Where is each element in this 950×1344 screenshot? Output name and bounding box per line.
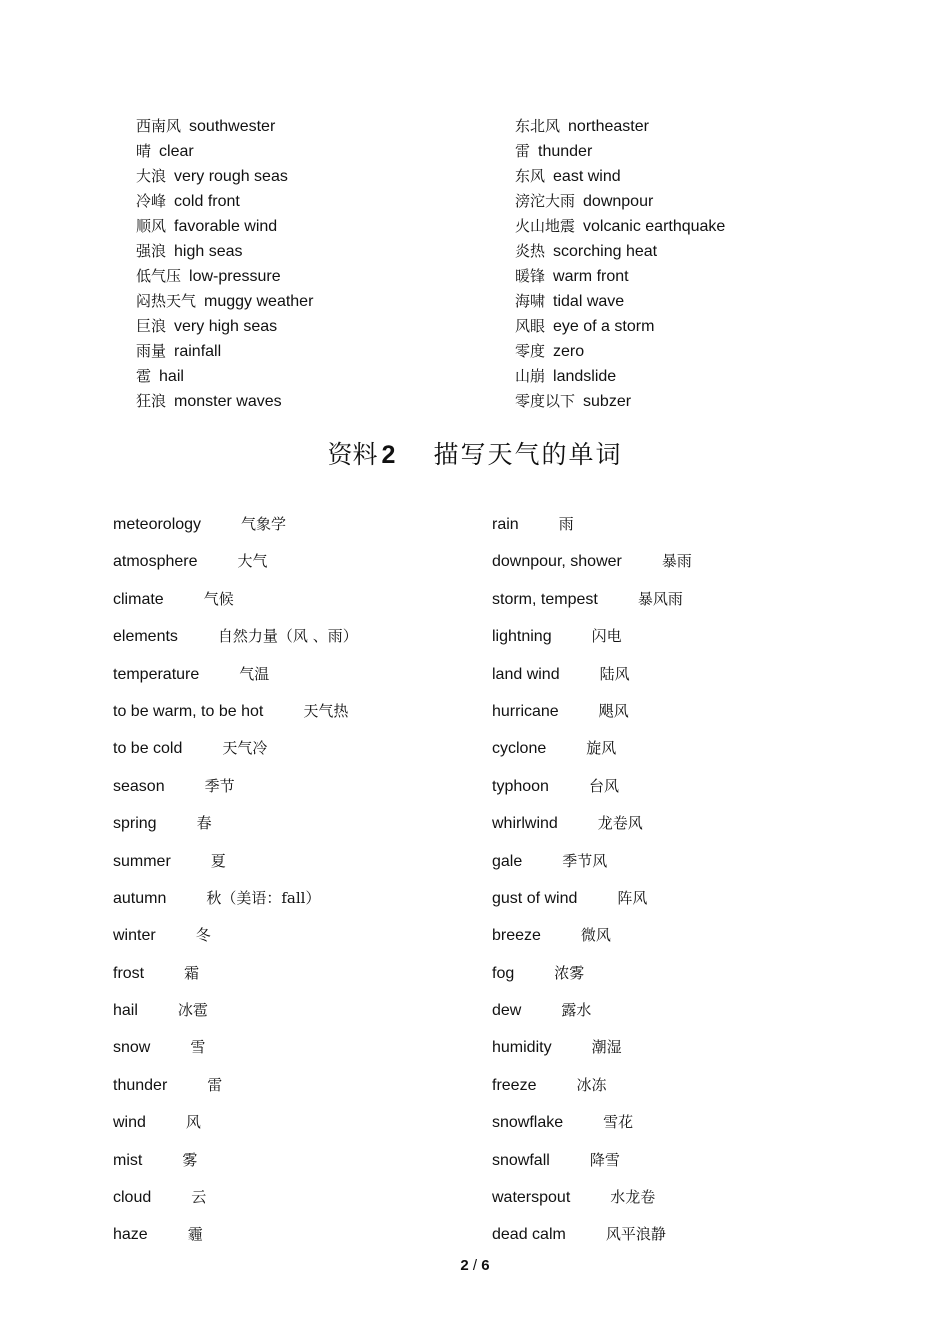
term-chinese: 零度 (515, 342, 546, 360)
vocab-chinese: 冰雹 (177, 1001, 208, 1020)
vocab-chinese: 霜 (184, 963, 200, 982)
vocab-english: atmosphere (113, 553, 198, 571)
vocab-item (492, 1179, 692, 1216)
term-item (515, 339, 725, 364)
term-english: northeaster (568, 118, 649, 135)
vocab-chinese: 暴风雨 (637, 589, 683, 608)
vocab-item (492, 543, 692, 580)
term-item (136, 239, 313, 264)
term-english: monster waves (174, 393, 282, 410)
vocab-item (113, 1142, 358, 1179)
term-english: thunder (538, 143, 593, 160)
vocab-chinese: 雾 (182, 1150, 198, 1169)
top-term-list-left (136, 114, 313, 414)
vocab-item (492, 506, 692, 543)
term-chinese: 雷 (515, 142, 531, 160)
term-item (136, 114, 313, 139)
term-english: hail (159, 368, 184, 385)
vocab-chinese: 台风 (588, 776, 619, 795)
term-english: very high seas (174, 318, 278, 335)
vocab-chinese: 雪 (190, 1038, 206, 1057)
vocab-item (113, 1216, 358, 1253)
term-chinese: 暖锋 (515, 267, 546, 285)
vocab-item (492, 693, 692, 730)
vocab-item (113, 917, 358, 954)
vocab-chinese: 季节风 (562, 851, 608, 870)
term-chinese: 巨浪 (136, 317, 167, 335)
vocab-item (492, 1216, 692, 1253)
term-chinese: 狂浪 (136, 392, 167, 410)
vocab-english: fog (492, 964, 515, 982)
vocab-english: spring (113, 815, 157, 833)
vocab-item (492, 955, 692, 992)
vocab-item (113, 693, 358, 730)
vocab-english: dead calm (492, 1226, 566, 1244)
vocab-english: snowflake (492, 1114, 564, 1132)
vocab-item (492, 805, 692, 842)
vocab-chinese: 阵风 (617, 888, 648, 907)
term-chinese: 雹 (136, 367, 152, 385)
vocab-item (113, 1179, 358, 1216)
term-item (136, 389, 313, 414)
vocab-chinese: 陆风 (599, 664, 630, 683)
term-chinese: 滂沱大雨 (515, 192, 576, 210)
vocab-english: dew (492, 1002, 522, 1020)
vocab-item (492, 843, 692, 880)
vocab-chinese: 天气冷 (222, 739, 268, 758)
vocab-chinese: 雷 (207, 1075, 223, 1094)
vocab-item (113, 880, 358, 917)
term-item (515, 289, 725, 314)
term-english: subzer (583, 393, 632, 410)
term-chinese: 雨量 (136, 342, 167, 360)
vocab-chinese: 天气热 (303, 701, 349, 720)
term-chinese: 闷热天气 (136, 292, 197, 310)
term-item (136, 164, 313, 189)
term-item (515, 139, 725, 164)
vocab-chinese: 冬 (195, 926, 211, 945)
vocab-item (113, 1029, 358, 1066)
vocab-item (492, 917, 692, 954)
vocab-item (113, 805, 358, 842)
vocab-chinese: 夏 (210, 851, 226, 870)
vocab-chinese: 季节 (204, 776, 235, 795)
vocab-english: downpour, shower (492, 553, 622, 571)
term-english: downpour (583, 193, 654, 210)
vocab-item (492, 768, 692, 805)
heading-prefix: 资料 (327, 440, 378, 469)
top-term-list-right (515, 114, 725, 414)
vocab-english: thunder (113, 1076, 168, 1094)
term-english: east wind (553, 168, 621, 185)
term-chinese: 晴 (136, 142, 152, 160)
term-chinese: 东风 (515, 167, 546, 185)
term-english: volcanic earthquake (583, 218, 726, 235)
vocab-english: cyclone (492, 740, 547, 758)
vocab-item (113, 730, 358, 767)
term-chinese: 风眼 (515, 317, 546, 335)
vocab-item (492, 581, 692, 618)
vocab-item (113, 656, 358, 693)
vocab-chinese: 气象学 (241, 515, 287, 533)
vocab-item (492, 656, 692, 693)
vocab-item (113, 581, 358, 618)
vocab-list-right (492, 506, 692, 1254)
vocab-english: meteorology (113, 516, 202, 533)
term-english: rainfall (174, 343, 222, 360)
term-english: favorable wind (174, 218, 278, 235)
vocab-chinese: 春 (196, 814, 212, 833)
vocab-english: whirlwind (492, 815, 558, 833)
vocab-chinese: 飓风 (598, 701, 629, 720)
term-chinese: 炎热 (515, 242, 546, 260)
term-item (136, 314, 313, 339)
term-english: southwester (189, 118, 276, 135)
vocab-item (492, 992, 692, 1029)
term-item (136, 339, 313, 364)
vocab-chinese: 气候 (203, 589, 234, 608)
vocab-chinese: 雪花 (603, 1113, 634, 1132)
vocab-chinese: 旋风 (586, 739, 617, 758)
section-heading (0, 436, 950, 474)
term-chinese: 东北风 (515, 117, 561, 135)
term-english: scorching heat (553, 243, 658, 260)
term-chinese: 低气压 (136, 267, 182, 285)
vocab-english: winter (113, 927, 156, 945)
term-english: high seas (174, 243, 243, 260)
term-english: low-pressure (189, 268, 281, 285)
vocab-chinese: 降雪 (589, 1150, 620, 1169)
vocab-english: snowfall (492, 1151, 550, 1169)
vocab-chinese: 秋（美语：fall） (206, 888, 321, 907)
term-item (515, 114, 725, 139)
term-item (515, 239, 725, 264)
vocab-english: gale (492, 852, 523, 870)
vocab-english: autumn (113, 889, 167, 907)
vocab-english: gust of wind (492, 889, 578, 907)
vocab-chinese: 自然力量（风 、雨） (217, 627, 358, 646)
vocab-english: season (113, 777, 165, 795)
vocab-english: lightning (492, 628, 552, 646)
vocab-chinese: 闪电 (591, 627, 622, 646)
vocab-item (113, 618, 358, 655)
term-english: zero (553, 343, 585, 360)
vocab-item (113, 955, 358, 992)
vocab-chinese: 龙卷风 (597, 814, 643, 833)
term-item (515, 264, 725, 289)
term-chinese: 火山地震 (515, 217, 576, 235)
vocab-chinese: 水龙卷 (610, 1188, 656, 1207)
vocab-english: land wind (492, 665, 560, 683)
vocab-english: hail (113, 1002, 138, 1020)
term-item (136, 264, 313, 289)
term-english: muggy weather (204, 293, 314, 310)
heading-title: 描写天气的单词 (433, 440, 623, 469)
vocab-chinese: 大气 (237, 552, 268, 571)
term-chinese: 海啸 (515, 292, 546, 310)
term-item (515, 364, 725, 389)
page-separator: / (468, 1257, 482, 1274)
vocab-english: to be warm, to be hot (113, 702, 264, 720)
term-item (515, 164, 725, 189)
term-english: clear (159, 143, 194, 160)
vocab-chinese: 暴雨 (661, 552, 692, 571)
term-item (515, 189, 725, 214)
vocab-english: temperature (113, 665, 200, 683)
term-item (136, 214, 313, 239)
vocab-item (113, 768, 358, 805)
vocab-english: mist (113, 1151, 143, 1169)
vocab-english: waterspout (492, 1189, 571, 1207)
term-english: warm front (553, 268, 629, 285)
vocab-english: wind (113, 1114, 146, 1132)
vocab-chinese: 风 (185, 1113, 201, 1132)
vocab-english: summer (113, 852, 171, 870)
vocab-item (113, 992, 358, 1029)
vocab-english: haze (113, 1226, 148, 1244)
vocab-english: frost (113, 964, 145, 982)
vocab-item (492, 730, 692, 767)
vocab-item (492, 1142, 692, 1179)
heading-number: 2 (381, 441, 396, 469)
term-item (515, 314, 725, 339)
vocab-english: climate (113, 590, 164, 608)
vocab-english: cloud (113, 1189, 152, 1207)
vocab-chinese: 冰冻 (576, 1075, 607, 1094)
vocab-english: breeze (492, 927, 541, 945)
vocab-item (492, 880, 692, 917)
term-english: cold front (174, 193, 240, 210)
term-item (136, 189, 313, 214)
term-chinese: 冷峰 (136, 192, 167, 210)
vocab-english: elements (113, 628, 178, 646)
vocab-english: humidity (492, 1039, 552, 1057)
vocab-english: rain (492, 516, 519, 533)
vocab-item (113, 1067, 358, 1104)
vocab-chinese: 风平浪静 (605, 1225, 666, 1244)
vocab-item (113, 1104, 358, 1141)
term-chinese: 大浪 (136, 167, 167, 185)
term-chinese: 山崩 (515, 367, 546, 385)
term-english: landslide (553, 368, 617, 385)
term-english: tidal wave (553, 293, 625, 310)
vocab-item (113, 543, 358, 580)
vocab-item (113, 506, 358, 543)
vocab-english: hurricane (492, 702, 559, 720)
page-number (0, 1256, 950, 1276)
vocab-list-left (113, 506, 358, 1254)
vocab-item (492, 618, 692, 655)
vocab-english: to be cold (113, 740, 183, 758)
vocab-chinese: 云 (191, 1188, 207, 1207)
term-english: very rough seas (174, 168, 288, 185)
vocab-chinese: 露水 (561, 1001, 592, 1020)
vocab-chinese: 浓雾 (554, 963, 585, 982)
term-chinese: 强浪 (136, 242, 167, 260)
term-item (136, 364, 313, 389)
term-item (136, 139, 313, 164)
term-item (515, 389, 725, 414)
term-chinese: 顺风 (136, 217, 167, 235)
total-pages: 6 (481, 1257, 490, 1274)
term-chinese: 西南风 (136, 117, 182, 135)
term-item (515, 214, 725, 239)
vocab-english: storm, tempest (492, 590, 598, 608)
vocab-english: typhoon (492, 777, 549, 795)
vocab-chinese: 潮湿 (591, 1038, 622, 1057)
vocab-english: freeze (492, 1076, 537, 1094)
vocab-item (113, 843, 358, 880)
vocab-item (492, 1029, 692, 1066)
term-english: eye of a storm (553, 318, 655, 335)
term-item (136, 289, 313, 314)
vocab-chinese: 微风 (580, 926, 611, 945)
term-chinese: 零度以下 (515, 392, 576, 410)
vocab-english: snow (113, 1039, 151, 1057)
vocab-chinese: 气温 (239, 664, 270, 683)
current-page: 2 (460, 1257, 469, 1274)
vocab-item (492, 1067, 692, 1104)
vocab-chinese: 雨 (558, 515, 574, 533)
vocab-item (492, 1104, 692, 1141)
vocab-chinese: 霾 (187, 1225, 203, 1244)
